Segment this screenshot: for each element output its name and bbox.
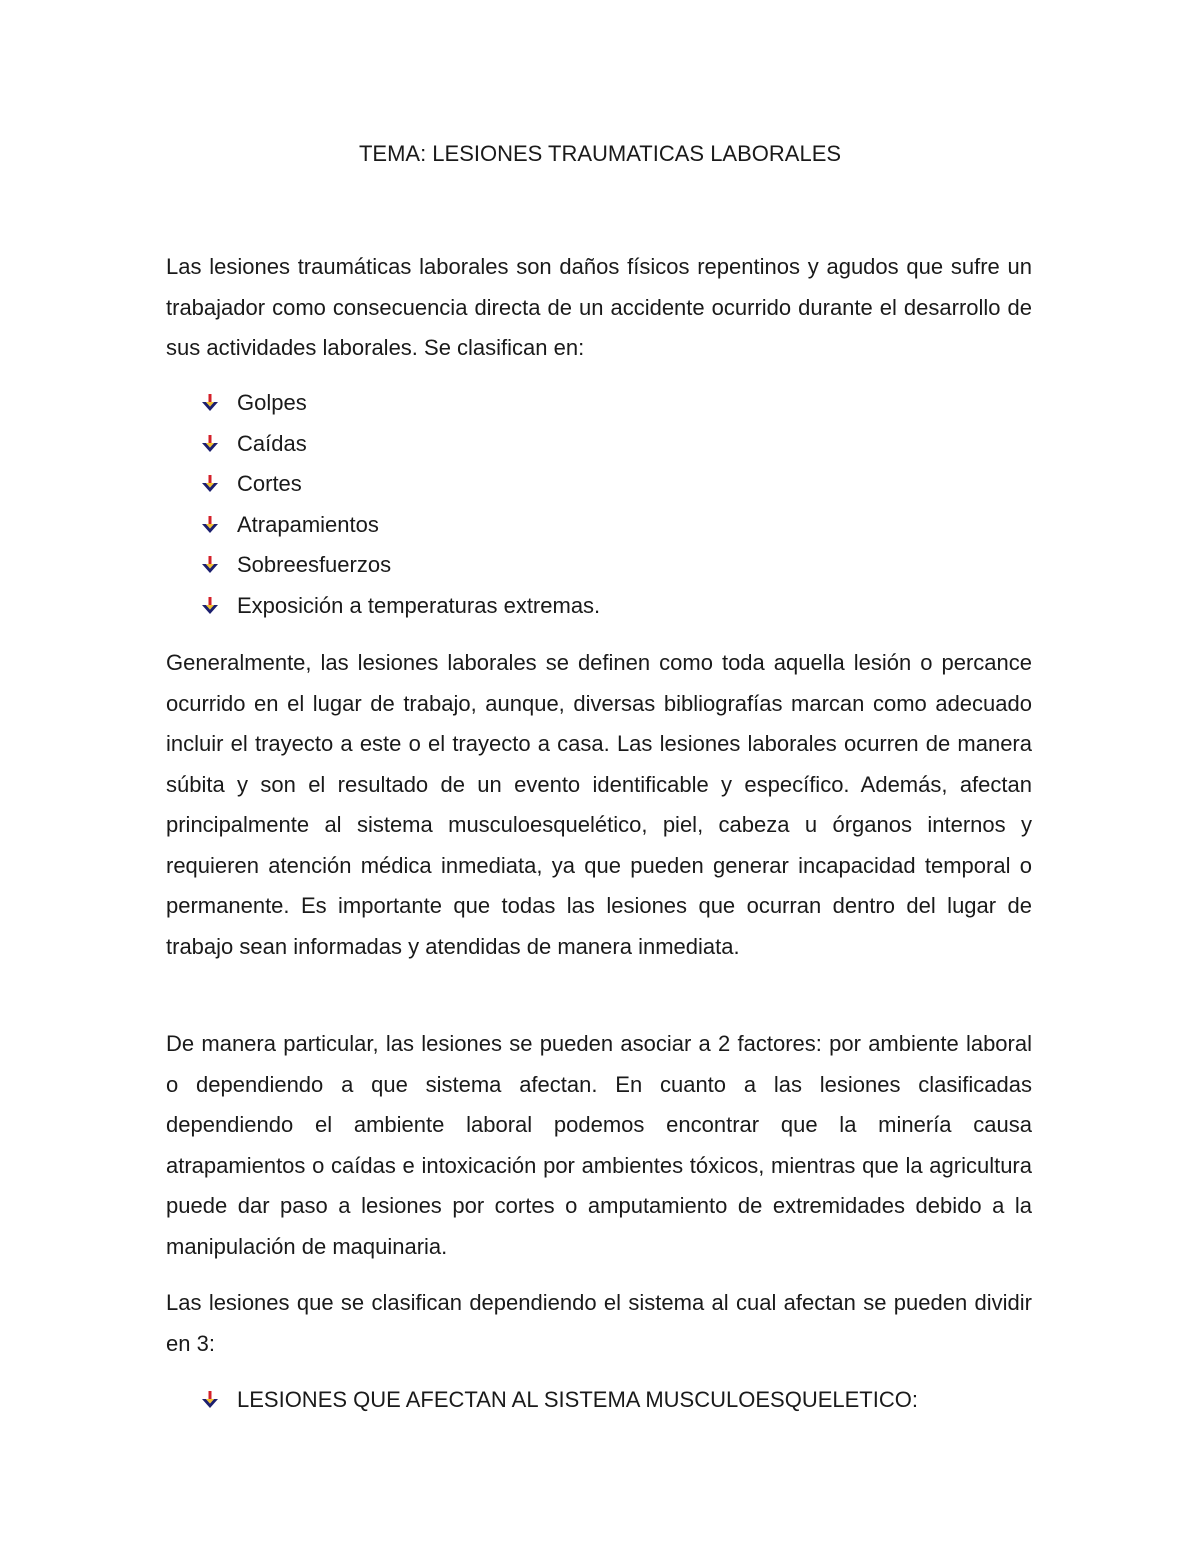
arrow-down-bullet-icon xyxy=(200,393,220,413)
list-item-label: Caídas xyxy=(237,430,307,456)
factors-paragraph: De manera particular, las lesiones se pueden asociar a 2 factores: por ambiente laboral o dependiendo a que sistema afectan. En cuanto a las lesiones clasificadas dependiendo el ambiente laboral podemos encontrar que la minería causa atrapamientos o caídas e intoxicación por ambientes tóxicos, mientras que la agricultura puede dar paso a lesiones por cortes o amputamiento de extremidades debido a la manipulación de maquinaria. xyxy=(166,1031,1032,1259)
list-item xyxy=(200,424,600,465)
list-item-label: LESIONES QUE AFECTAN AL SISTEMA MUSCULOESQUELETICO: xyxy=(237,1387,918,1412)
list-item xyxy=(200,383,600,424)
list-item-label: Golpes xyxy=(237,390,307,415)
arrow-down-bullet-icon xyxy=(200,434,220,454)
intro-paragraph: Las lesiones traumáticas laborales son daños físicos repentinos y agudos que sufre un trabajador como consecuencia directa de un accidente ocurrido durante el desarrollo de sus actividades laborales. Se clasifican en: xyxy=(166,254,1032,360)
arrow-down-bullet-icon xyxy=(200,555,220,575)
arrow-down-bullet-icon xyxy=(200,1390,220,1410)
list-item xyxy=(200,586,600,627)
list-item-label: Atrapamientos xyxy=(237,511,379,537)
list-item xyxy=(200,545,600,586)
list-item xyxy=(200,1380,918,1421)
list-item-label: Cortes xyxy=(237,471,302,496)
general-paragraph: Generalmente, las lesiones laborales se definen como toda aquella lesión o percance ocurrido en el lugar de trabajo, aunque, diversas bibliografías marcan como adecuado incluir el trayecto a este o el trayecto a casa. Las lesiones laborales ocurren de manera súbita y son el resultado de un evento identificable y específico. Además, afectan principalmente al sistema musculoesquelético, piel, cabeza u órganos internos y requieren atención médica inmediata, ya que pueden generar incapacidad temporal o permanente. Es importante que todas las lesiones que ocurran dentro del lugar de trabajo sean informadas y atendidas de manera inmediata. xyxy=(166,650,1032,959)
arrow-down-bullet-icon xyxy=(200,596,220,616)
list-item xyxy=(200,505,600,546)
document-title: TEMA: LESIONES TRAUMATICAS LABORALES xyxy=(358,141,842,166)
systems-list xyxy=(200,1380,918,1421)
list-item xyxy=(200,464,600,505)
list-item-label: Sobreesfuerzos xyxy=(237,552,392,577)
arrow-down-bullet-icon xyxy=(200,515,220,535)
arrow-down-bullet-icon xyxy=(200,474,220,494)
systems-paragraph: Las lesiones que se clasifican dependiendo el sistema al cual afectan se pueden dividir en 3: xyxy=(166,1290,1032,1356)
classification-list xyxy=(200,383,600,626)
list-item-label: Exposición a temperaturas extremas. xyxy=(237,592,601,618)
